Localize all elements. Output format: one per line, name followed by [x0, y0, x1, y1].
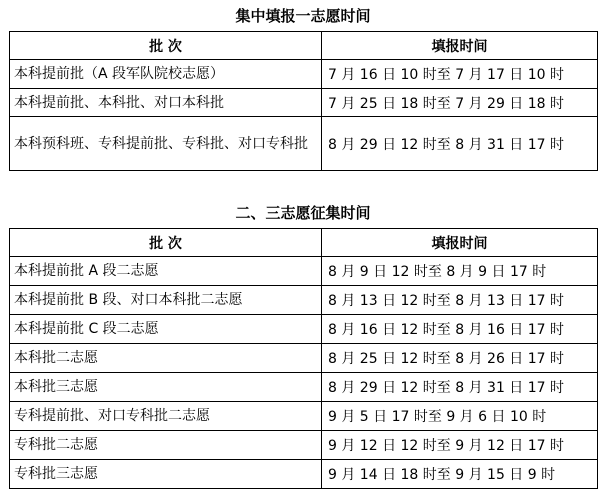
- time-cell: 7 月 16 日 10 时至 7 月 17 日 10 时: [322, 60, 598, 89]
- table-row: [10, 117, 598, 171]
- section-title-first-choice: 集中填报一志愿时间: [235, 7, 371, 25]
- time-cell: 8 月 29 日 12 时至 8 月 31 日 17 时: [322, 117, 598, 171]
- table-row: [10, 431, 598, 460]
- batch-cell: 本科提前批 B 段、对口本科批二志愿: [10, 286, 322, 315]
- table-row: [10, 344, 598, 373]
- column-header-time: 填报时间: [322, 229, 598, 257]
- table-header-row: [10, 32, 598, 60]
- batch-cell: 本科提前批 C 段二志愿: [10, 315, 322, 344]
- table-row: [10, 286, 598, 315]
- time-cell: 9 月 5 日 17 时至 9 月 6 日 10 时: [322, 402, 598, 431]
- time-cell: 8 月 25 日 12 时至 8 月 26 日 17 时: [322, 344, 598, 373]
- batch-cell: 本科提前批（A 段军队院校志愿）: [10, 60, 322, 89]
- table-row: [10, 89, 598, 117]
- batch-cell: 专科批二志愿: [10, 431, 322, 460]
- column-header-time: 填报时间: [322, 32, 598, 60]
- time-cell: 7 月 25 日 18 时至 7 月 29 日 18 时: [322, 89, 598, 117]
- batch-cell: 专科提前批、对口专科批二志愿: [10, 402, 322, 431]
- column-header-batch: 批 次: [10, 32, 322, 60]
- batch-cell: 本科提前批、本科批、对口本科批: [10, 89, 322, 117]
- second-third-choice-schedule-table: [9, 228, 598, 489]
- batch-cell: 本科提前批 A 段二志愿: [10, 257, 322, 286]
- table-row: [10, 460, 598, 489]
- table-row: [10, 373, 598, 402]
- batch-cell: 专科批三志愿: [10, 460, 322, 489]
- time-cell: 9 月 14 日 18 时至 9 月 15 日 9 时: [322, 460, 598, 489]
- table-row: [10, 402, 598, 431]
- time-cell: 8 月 9 日 12 时至 8 月 9 日 17 时: [322, 257, 598, 286]
- column-header-batch: 批 次: [10, 229, 322, 257]
- table-row: [10, 315, 598, 344]
- section-title-second-third-choice: 二、三志愿征集时间: [235, 204, 371, 222]
- table-row: [10, 60, 598, 89]
- first-choice-schedule-table: [9, 31, 598, 171]
- batch-cell: 本科批三志愿: [10, 373, 322, 402]
- batch-cell: 本科预科班、专科提前批、专科批、对口专科批: [10, 117, 322, 171]
- table-row: [10, 257, 598, 286]
- time-cell: 8 月 13 日 12 时至 8 月 13 日 17 时: [322, 286, 598, 315]
- table-header-row: [10, 229, 598, 257]
- time-cell: 9 月 12 日 12 时至 9 月 12 日 17 时: [322, 431, 598, 460]
- time-cell: 8 月 16 日 12 时至 8 月 16 日 17 时: [322, 315, 598, 344]
- time-cell: 8 月 29 日 12 时至 8 月 31 日 17 时: [322, 373, 598, 402]
- batch-cell: 本科批二志愿: [10, 344, 322, 373]
